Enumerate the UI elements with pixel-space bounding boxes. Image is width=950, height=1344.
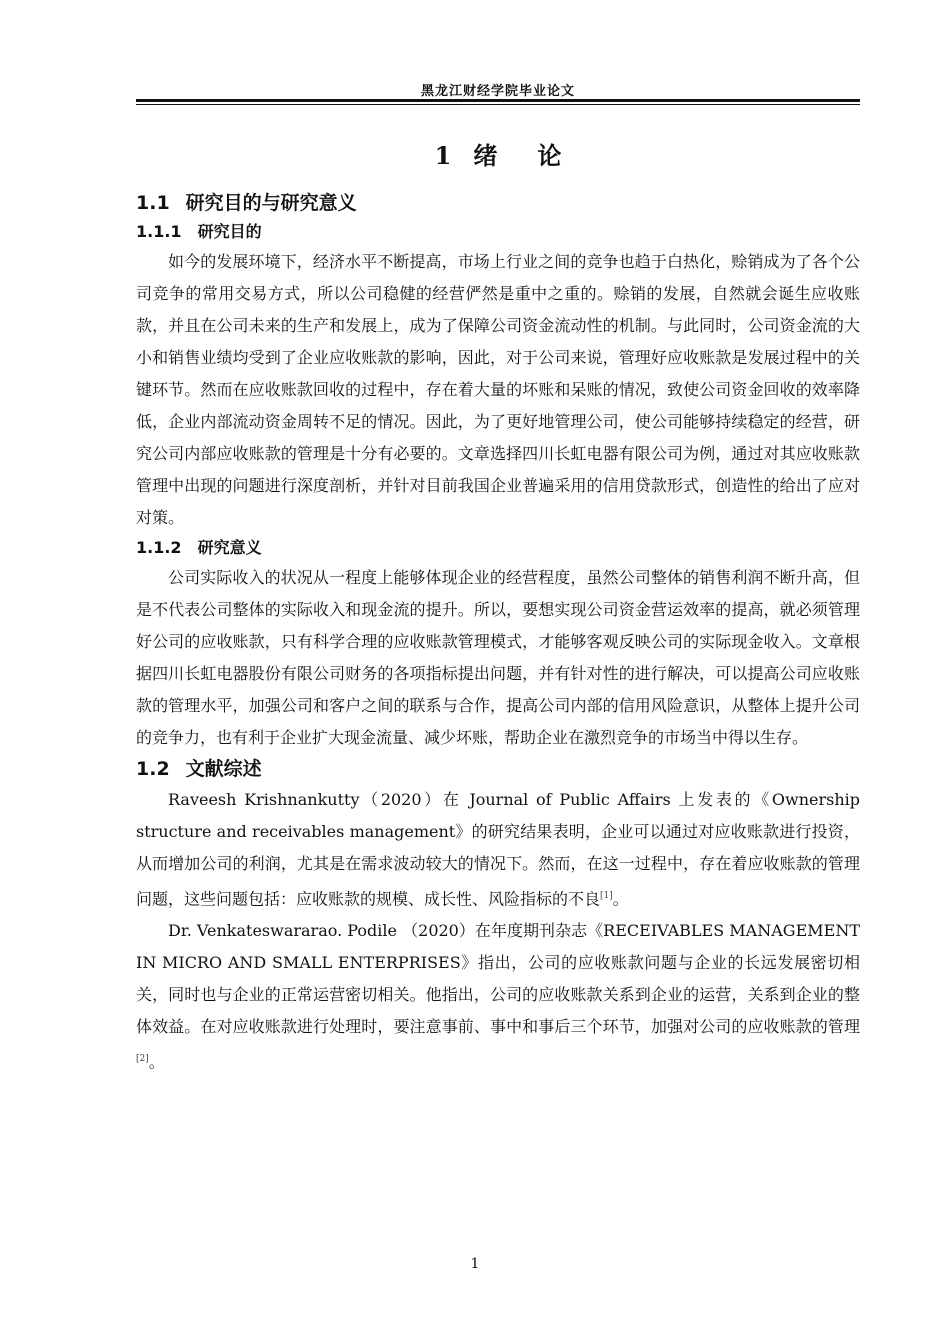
section-heading-1-1 [136, 188, 860, 218]
paragraph-end: 。 [148, 1052, 165, 1072]
paragraph-research-purpose: 如今的发展环境下，经济水平不断提高，市场上行业之间的竞争也趋于白热化，赊销成为了各个公司竞争的常用交易方式，所以公司稳健的经营俨然是重中之重的。赊销的发展，自然就会诞生应收账款，并且在公司未来的生产和发展上，成为了保障公司资金流动性的机制。与此同时，公司资金流的大小和销售业绩均受到了企业应收账款的影响，因此，对于公司来说，管理好应收账款是发展过程中的关键环节。然而在应收账款回收的过程中，存在着大量的坏账和呆账的情况，致使公司资金回收的效率降低，企业内部流动资金周转不足的情况。因此，为了更好地管理公司，使公司能够持续稳定的经营，研究公司内部应收账款的管理是十分有必要的。文章选择四川长虹电器有限公司为例，通过对其应收账款管理中出现的问题进行深度剖析，并针对目前我国企业普遍采用的信用贷款形式，创造性的给出了应对对策。 [136, 252, 860, 527]
citation-marker[interactable]: [2] [136, 1054, 149, 1065]
paragraph-research-significance: 公司实际收入的状况从一程度上能够体现企业的经营程度，虽然公司整体的销售利润不断升高，但是不代表公司整体的实际收入和现金流的提升。所以，要想实现公司资金营运效率的提高，就必须管理好公司的应收账款，只有科学合理的应收账款管理模式，才能够客观反映公司的实际现金收入。文章根据四川长虹电器股份有限公司财务的各项指标提出问题，并有针对性的进行解决，可以提高公司应收账款的管理水平，加强公司和客户之间的联系与合作，提高公司内部的信用风险意识，从整体上提升公司的竞争力，也有利于企业扩大现金流量、减少坏账，帮助企业在激烈竞争的市场当中得以生存。 [136, 568, 860, 747]
subsection-heading-1-1-1 [136, 218, 860, 246]
section-number: 1.2 [136, 758, 170, 780]
subsection-title: 研究意义 [197, 538, 262, 557]
subsection-title: 研究目的 [197, 222, 262, 241]
paragraph-text: Raveesh Krishnankutty（2020）在 Journal of Public Affairs 上发表的《Ownership structure and receivables management》的研究结果表明，企业可以通过对应收账款进行投资，从而增加公司的利润，尤其是在需求波动较大的情况下。然而，在这一过程中，存在着应收账款的管理问题，这些问题包括：应收账款的规模、成长性、风险指标的不良 [136, 790, 860, 909]
subsection-number: 1.1.1 [136, 222, 182, 241]
citation-marker[interactable]: [1] [600, 891, 613, 901]
section-title: 研究目的与研究意义 [185, 192, 357, 214]
paragraph-literature-1 [136, 784, 860, 915]
paragraph-end: 。 [612, 889, 629, 909]
paragraph-literature-2 [136, 915, 860, 1078]
header-rule-thick [136, 99, 860, 102]
section-number: 1.1 [136, 192, 170, 214]
section-heading-1-2 [136, 754, 860, 784]
header-title: 黑龙江财经学院毕业论文 [420, 84, 575, 99]
page-body [136, 138, 860, 1079]
subsection-number: 1.1.2 [136, 538, 182, 557]
chapter-title [136, 138, 860, 174]
subsection-heading-1-1-2 [136, 534, 860, 562]
page-number: 1 [470, 1256, 480, 1272]
chapter-title-part-b: 论 [537, 141, 562, 170]
header-rule-thin [136, 104, 860, 105]
paragraph-text: Dr. Venkateswararao. Podile （2020）在年度期刊杂志《RECEIVABLES MANAGEMENT IN MICRO AND SMALL ENTERPRISES》指出，公司的应收账款问题与企业的长远发展密切相关，同时也与企业的正常运营密切相关。他指出，公司的应收账款关系到企业的运营，关系到企业的整体效益。在对应收账款进行处理时，要注意事前、事中和事后三个环节，加强对公司的应收账款的管理 [136, 921, 860, 1037]
chapter-number: 1 [434, 141, 452, 170]
chapter-title-part-a: 绪 [473, 141, 498, 170]
section-title: 文献综述 [185, 758, 262, 780]
